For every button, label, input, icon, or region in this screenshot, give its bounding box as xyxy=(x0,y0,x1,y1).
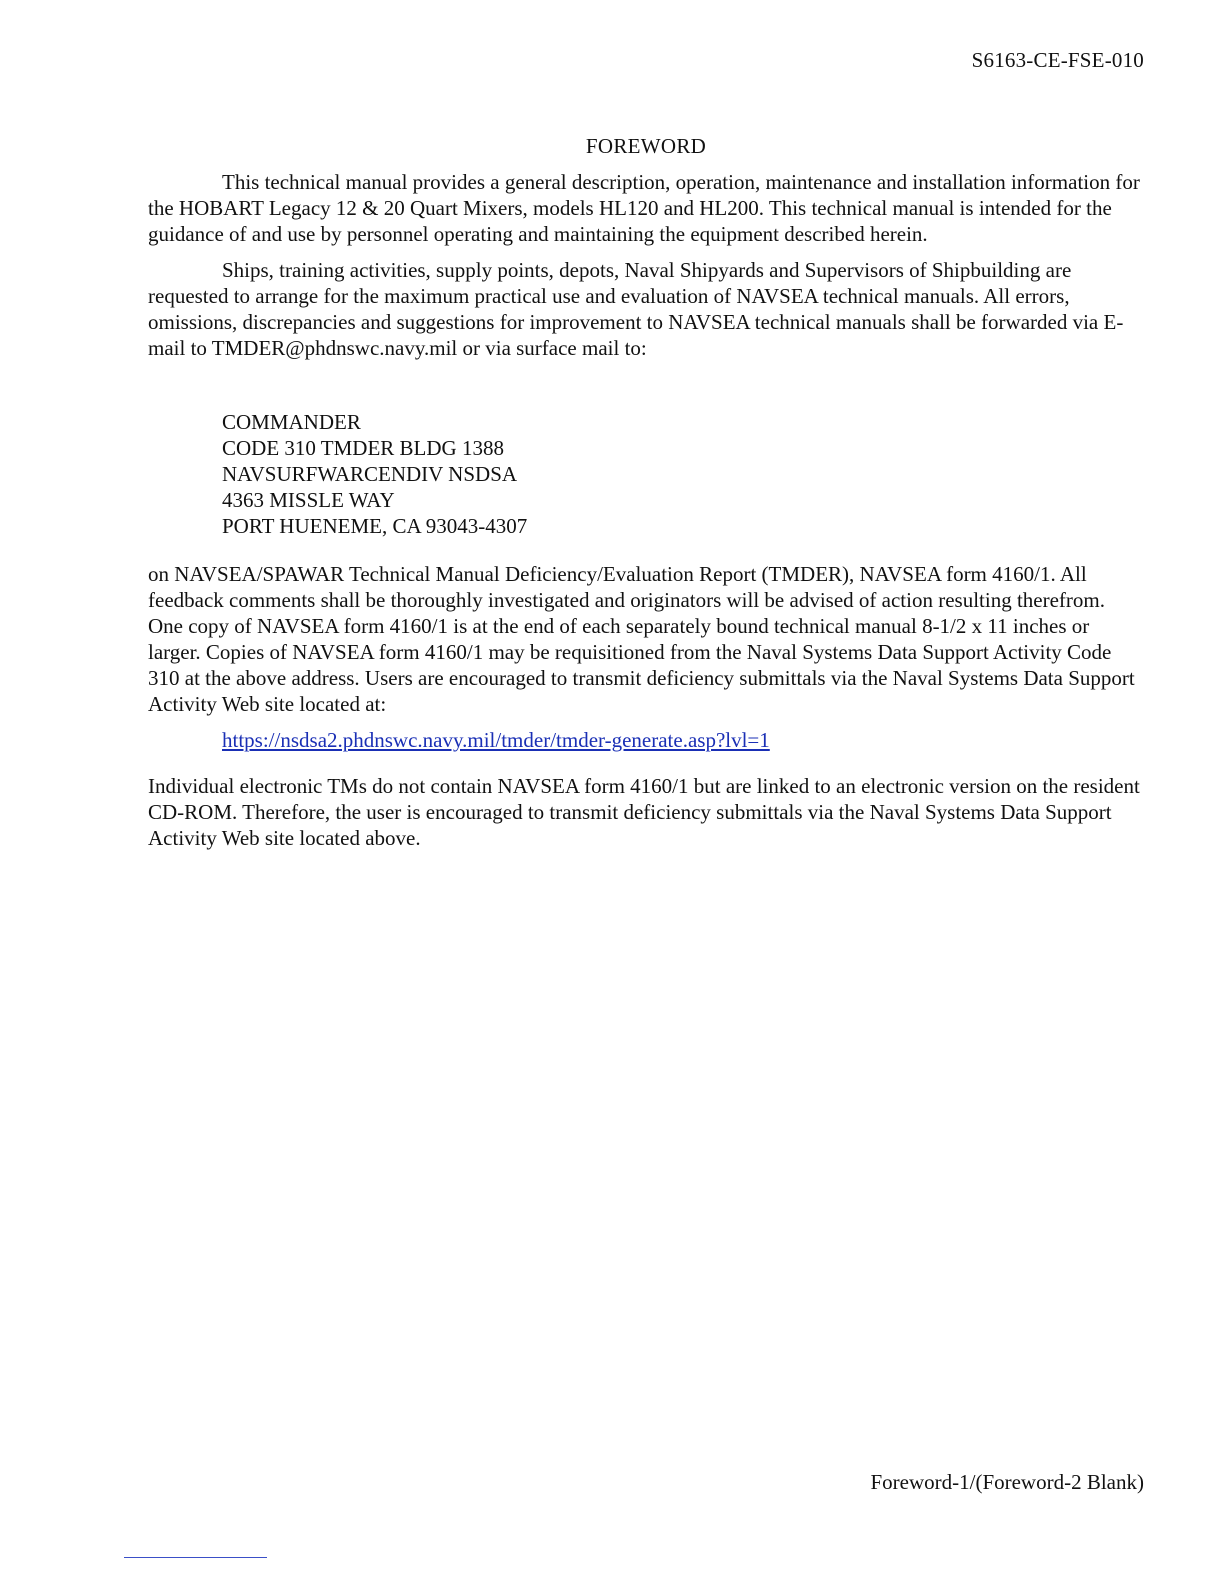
intro-paragraph: This technical manual provides a general description, operation, maintenance and installation information for the HOBART Legacy 12 & 20 Quart Mixers, models HL120 and HL200. This technical manual is intended for the guidance of and use by personnel operating and maintaining the equipment described herein. xyxy=(148,170,1140,246)
address-line-4: 4363 MISSLE WAY xyxy=(222,488,395,512)
electronic-tm-paragraph: Individual electronic TMs do not contain NAVSEA form 4160/1 but are linked to an electronic version on the resident CD-ROM. Therefore, the user is encouraged to transmit deficiency submittals via the Naval Systems Data Support Activity Web site located above. xyxy=(148,774,1140,850)
page-title: FOREWORD xyxy=(585,134,707,158)
tmder-paragraph: on NAVSEA/SPAWAR Technical Manual Deficiency/Evaluation Report (TMDER), NAVSEA form 4160/1. All feedback comments shall be thoroughly investigated and originators will be advised of action resulting therefrom. One copy of NAVSEA form 4160/1 is at the end of each separately bound technical manual 8-1/2 x 11 inches or larger. Copies of NAVSEA form 4160/1 may be requisitioned from the Naval Systems Data Support Activity Code 310 at the above address. Users are encouraged to transmit deficiency submittals via the Naval Systems Data Support Activity Web site located at: xyxy=(148,562,1135,716)
document-number: S6163-CE-FSE-010 xyxy=(971,48,1144,72)
page-footer-label: Foreword-1/(Foreword-2 Blank) xyxy=(870,1470,1144,1494)
address-line-3: NAVSURFWARCENDIV NSDSA xyxy=(222,462,518,486)
tmder-link-line xyxy=(222,727,1144,753)
address-line-1: COMMANDER xyxy=(222,410,361,434)
footnote-divider xyxy=(124,1557,267,1558)
mailing-address xyxy=(222,409,1144,539)
tmder-web-link[interactable]: https://nsdsa2.phdnswc.navy.mil/tmder/tmder-generate.asp?lvl=1 xyxy=(222,728,770,752)
foreword-content xyxy=(148,134,1144,861)
address-line-2: CODE 310 TMDER BLDG 1388 xyxy=(222,436,504,460)
request-paragraph: Ships, training activities, supply points, depots, Naval Shipyards and Supervisors of Shipbuilding are requested to arrange for the maximum practical use and evaluation of NAVSEA technical manuals. All errors, omissions, discrepancies and suggestions for improvement to NAVSEA technical manuals shall be forwarded via E-mail to TMDER@phdnswc.navy.mil or via surface mail to: xyxy=(148,258,1124,360)
address-line-5: PORT HUENEME, CA 93043-4307 xyxy=(222,514,528,538)
